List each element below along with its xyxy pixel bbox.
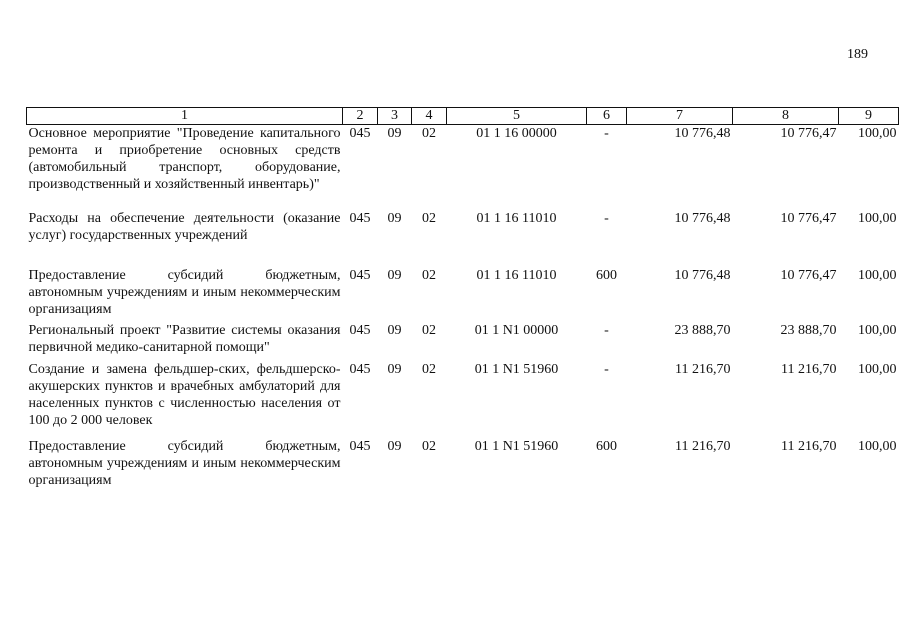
cell-expense-type: 600 <box>596 439 617 454</box>
cell-ministry-code: 045 <box>349 323 371 338</box>
cell-subsection: 02 <box>422 362 436 377</box>
budget-table <box>26 107 899 489</box>
header-cell: 7 <box>627 108 733 125</box>
row-name: Предоставление субсидий бюджетным, автономным учреждениям и иным некоммерческим организациям <box>28 268 341 317</box>
table-row <box>27 361 899 429</box>
cell-section: 09 <box>387 126 402 141</box>
cell-section: 09 <box>387 362 402 377</box>
row-name: Региональный проект "Развитие системы оказания первичной медико-санитарной помощи" <box>28 323 341 355</box>
cell-col8: 23 888,70 <box>780 323 837 338</box>
cell-col7: 23 888,70 <box>674 323 731 338</box>
cell-subsection: 02 <box>422 268 436 283</box>
cell-expense-type: - <box>604 323 609 338</box>
row-name: Создание и замена фельдшер-ских, фельдшерско-акушерских пунктов и врачебных амбулаторий для населенных пунктов с численностью населения от 100 до 2 000 человек <box>28 362 341 428</box>
header-cell: 6 <box>587 108 627 125</box>
table-row <box>27 125 899 194</box>
cell-col9: 100,00 <box>858 268 897 283</box>
cell-subsection: 02 <box>422 211 436 226</box>
cell-target-article: 01 1 16 00000 <box>476 126 557 141</box>
table-row <box>27 322 899 356</box>
header-cell: 4 <box>412 108 447 125</box>
header-cell: 1 <box>27 108 343 125</box>
cell-section: 09 <box>387 439 402 454</box>
cell-subsection: 02 <box>422 323 436 338</box>
cell-col8: 10 776,47 <box>780 126 837 141</box>
cell-section: 09 <box>387 211 402 226</box>
cell-col7: 10 776,48 <box>674 126 731 141</box>
cell-col8: 11 216,70 <box>781 439 837 454</box>
table-row <box>27 210 899 244</box>
cell-target-article: 01 1 N1 00000 <box>474 323 559 338</box>
cell-col7: 11 216,70 <box>675 362 731 377</box>
header-row <box>27 108 899 125</box>
cell-ministry-code: 045 <box>349 268 371 283</box>
header-cell: 2 <box>343 108 378 125</box>
cell-section: 09 <box>387 268 402 283</box>
cell-ministry-code: 045 <box>349 362 371 377</box>
row-name: Расходы на обеспечение деятельности (оказание услуг) государственных учреждений <box>28 211 341 243</box>
cell-col7: 10 776,48 <box>674 268 731 283</box>
cell-target-article: 01 1 16 11010 <box>476 268 557 283</box>
cell-target-article: 01 1 N1 51960 <box>474 439 559 454</box>
header-cell: 8 <box>733 108 839 125</box>
header-cell: 3 <box>378 108 412 125</box>
header-cell: 5 <box>447 108 587 125</box>
cell-subsection: 02 <box>422 126 436 141</box>
cell-col9: 100,00 <box>858 211 897 226</box>
cell-target-article: 01 1 N1 51960 <box>474 362 559 377</box>
cell-expense-type: - <box>604 211 609 226</box>
cell-subsection: 02 <box>422 439 436 454</box>
cell-ministry-code: 045 <box>349 211 371 226</box>
header-cell: 9 <box>839 108 899 125</box>
cell-expense-type: - <box>604 362 609 377</box>
table-row <box>27 267 899 318</box>
cell-col7: 10 776,48 <box>674 211 731 226</box>
row-name: Предоставление субсидий бюджетным, автономным учреждениям и иным некоммерческим организациям <box>28 439 341 488</box>
cell-expense-type: 600 <box>596 268 617 283</box>
cell-col8: 10 776,47 <box>780 211 837 226</box>
cell-ministry-code: 045 <box>349 439 371 454</box>
cell-col9: 100,00 <box>858 126 897 141</box>
cell-target-article: 01 1 16 11010 <box>476 211 557 226</box>
cell-ministry-code: 045 <box>349 126 371 141</box>
cell-col9: 100,00 <box>858 439 897 454</box>
cell-col8: 11 216,70 <box>781 362 837 377</box>
cell-col7: 11 216,70 <box>675 439 731 454</box>
cell-col8: 10 776,47 <box>780 268 837 283</box>
cell-col9: 100,00 <box>858 362 897 377</box>
cell-section: 09 <box>387 323 402 338</box>
page-number: 189 <box>847 47 868 62</box>
row-name: Основное мероприятие "Проведение капитального ремонта и приобретение основных средств (автомобильный транспорт, оборудование, производственный и хозяйственный инвентарь)" <box>28 126 341 192</box>
table-row <box>27 438 899 489</box>
cell-expense-type: - <box>604 126 609 141</box>
cell-col9: 100,00 <box>858 323 897 338</box>
